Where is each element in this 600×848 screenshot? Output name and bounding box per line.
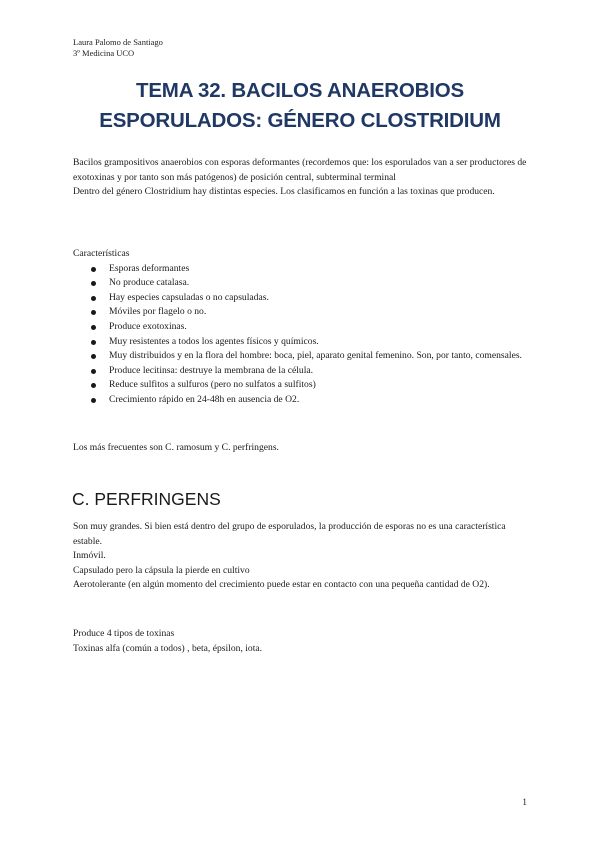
list-item: Muy resistentes a todos los agentes físicos y químicos. bbox=[73, 335, 533, 350]
page-number: 1 bbox=[522, 798, 527, 808]
title-line-2: ESPORULADOS: GÉNERO CLOSTRIDIUM bbox=[99, 109, 501, 132]
frequent-species-text: Los más frecuentes son C. ramosum y C. perfringens. bbox=[73, 442, 279, 453]
list-item: Muy distribuidos y en la flora del hombre: boca, piel, aparato genital femenino. Son, por tanto, comensales. bbox=[73, 349, 533, 364]
list-item: Móviles por flagelo o no. bbox=[73, 305, 533, 320]
characteristics-section bbox=[73, 247, 533, 408]
perfringens-line-4: Aerotolerante (en algún momento del crecimiento puede estar en contacto con una pequeña cantidad de O2). bbox=[73, 579, 490, 591]
header-author: Laura Palomo de Santiago bbox=[73, 37, 163, 47]
list-item: Crecimiento rápido en 24-48h en ausencia de O2. bbox=[73, 393, 533, 408]
toxins-heading: Produce 4 tipos de toxinas bbox=[73, 628, 175, 639]
list-item: Produce exotoxinas. bbox=[73, 320, 533, 335]
perfringens-line-2: Inmóvil. bbox=[73, 550, 106, 562]
page-header bbox=[73, 37, 163, 59]
list-item: Esporas deformantes bbox=[73, 262, 533, 277]
header-course: 3º Medicina UCO bbox=[73, 48, 135, 58]
perfringens-toxins bbox=[73, 627, 533, 656]
characteristics-heading: Características bbox=[73, 248, 130, 259]
title-line-1: TEMA 32. BACILOS ANAEROBIOS bbox=[136, 79, 464, 102]
intro-paragraph-2: Dentro del género Clostridium hay distintas especies. Los clasificamos en función a las toxinas que producen. bbox=[73, 186, 495, 198]
section-heading-perfringens: C. PERFRINGENS bbox=[72, 489, 221, 509]
toxins-list: Toxinas alfa (común a todos) , beta, épsilon, iota. bbox=[73, 642, 263, 654]
intro-section bbox=[73, 156, 533, 200]
list-item: No produce catalasa. bbox=[73, 276, 533, 291]
list-item: Produce lecitinsa: destruye la membrana de la célula. bbox=[73, 364, 533, 379]
list-item: Hay especies capsuladas o no capsuladas. bbox=[73, 291, 533, 306]
list-item: Reduce sulfitos a sulfuros (pero no sulfatos a sulfitos) bbox=[73, 378, 533, 393]
intro-paragraph-1: Bacilos grampositivos anaerobios con esporas deformantes (recordemos que: los esporulados van a ser productores de exotoxinas y por tanto son más patógenos) de posición central, subterminal terminal bbox=[73, 157, 527, 183]
frequent-species bbox=[73, 441, 533, 456]
perfringens-description bbox=[73, 520, 533, 593]
document-title bbox=[50, 76, 550, 136]
perfringens-line-3: Capsulado pero la cápsula la pierde en cultivo bbox=[73, 564, 250, 576]
perfringens-line-1: Son muy grandes. Si bien está dentro del grupo de esporulados, la producción de esporas no es una característica estable. bbox=[73, 521, 506, 547]
characteristics-list bbox=[73, 262, 533, 408]
